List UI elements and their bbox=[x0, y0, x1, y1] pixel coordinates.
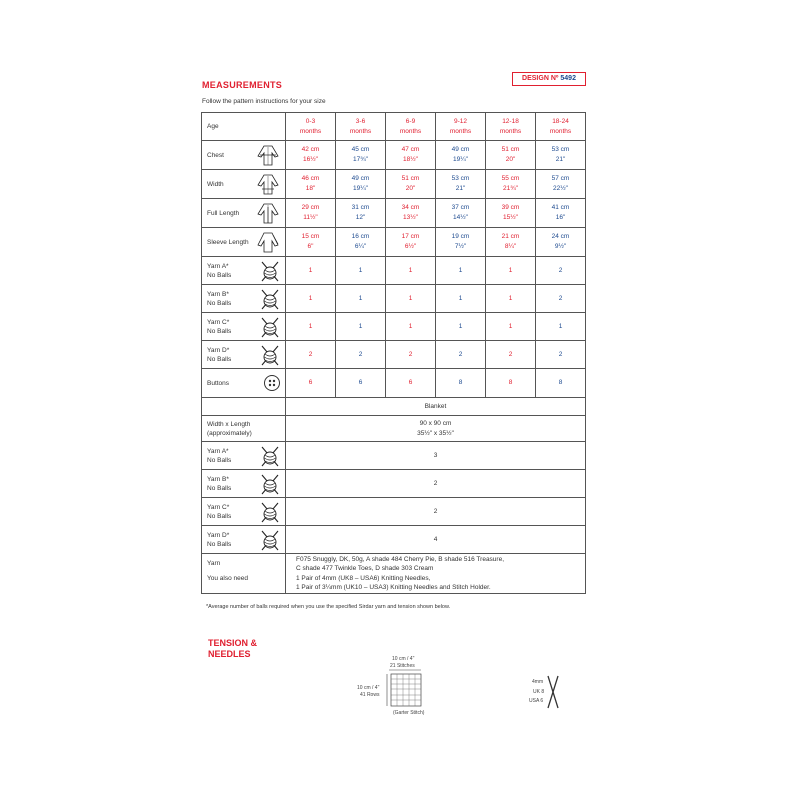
measurement-cell: 29 cm 11½" bbox=[286, 199, 336, 228]
yarn-ball-icon bbox=[259, 473, 281, 495]
size-col-3: 9-12 months bbox=[436, 113, 486, 141]
yarn-row bbox=[202, 285, 586, 313]
yarn-ball-icon bbox=[259, 529, 281, 551]
measurements-table bbox=[201, 112, 586, 594]
yarn-cell: 1 bbox=[386, 313, 436, 341]
yarn-cell: 1 bbox=[436, 257, 486, 285]
yarn-info-text: F075 Snuggly, DK, 50g, A shade 484 Cherry Pie, B shade 516 Treasure, C shade 477 Twinkle Toes, D shade 303 Cream bbox=[286, 554, 586, 574]
blanket-yarn-row bbox=[202, 442, 586, 470]
yarn-cell: 2 bbox=[386, 341, 436, 369]
yarn-cell: 1 bbox=[386, 257, 436, 285]
measurement-cell: 21 cm 8¼" bbox=[486, 228, 536, 257]
knitting-needles-icon bbox=[545, 674, 561, 710]
tension-side-1: 10 cm / 4" bbox=[357, 685, 380, 691]
measurement-cell: 39 cm 15½" bbox=[486, 199, 536, 228]
buttons-value: 6 bbox=[336, 369, 386, 398]
blanket-yarn-label: Yarn A* No Balls bbox=[202, 442, 286, 470]
age-label: Age bbox=[202, 113, 286, 141]
measurement-cell: 34 cm 13½" bbox=[386, 199, 436, 228]
yarn-cell: 1 bbox=[336, 285, 386, 313]
blanket-size-row bbox=[202, 416, 586, 442]
yarn-info-row bbox=[202, 554, 586, 574]
measurement-cell: 55 cm 21¾" bbox=[486, 170, 536, 199]
also-need-row bbox=[202, 574, 586, 594]
design-number-box bbox=[512, 72, 586, 86]
blanket-yarn-row bbox=[202, 526, 586, 554]
tension-side-2: 41 Rows bbox=[360, 692, 380, 698]
tension-bottom: (Garter Stitch) bbox=[393, 710, 425, 716]
yarn-row bbox=[202, 341, 586, 369]
measurement-cell: 53 cm 21" bbox=[536, 141, 586, 170]
also-need-text: 1 Pair of 4mm (UK8 – USA6) Knitting Needles, 1 Pair of 3¼mm (UK10 – USA3) Knitting Needles and Stitch Holder. bbox=[286, 574, 586, 594]
blanket-size-label: Width x Length (approximately) bbox=[202, 416, 286, 442]
blanket-yarn-value: 4 bbox=[286, 526, 586, 554]
measurement-label: Sleeve Length bbox=[202, 228, 286, 257]
yarn-label: Yarn A* No Balls bbox=[202, 257, 286, 285]
yarn-ball-icon bbox=[259, 501, 281, 523]
measurement-cell: 15 cm 6" bbox=[286, 228, 336, 257]
measurement-cell: 46 cm 18" bbox=[286, 170, 336, 199]
blanket-heading: Blanket bbox=[286, 398, 586, 416]
measurement-cell: 53 cm 21" bbox=[436, 170, 486, 199]
measurement-cell: 24 cm 9½" bbox=[536, 228, 586, 257]
subtitle: Follow the pattern instructions for your size bbox=[202, 98, 326, 105]
yarn-cell: 1 bbox=[386, 285, 436, 313]
yarn-cell: 2 bbox=[486, 341, 536, 369]
measurement-cell: 51 cm 20" bbox=[386, 170, 436, 199]
footnote: *Average number of balls required when you use the specified Sirdar yarn and tension shown below. bbox=[206, 604, 451, 610]
yarn-cell: 2 bbox=[536, 341, 586, 369]
yarn-row bbox=[202, 257, 586, 285]
tension-top-1: 10 cm / 4" bbox=[392, 656, 415, 662]
yarn-ball-icon bbox=[259, 316, 281, 338]
yarn-cell: 1 bbox=[436, 313, 486, 341]
yarn-cell: 1 bbox=[486, 313, 536, 341]
measurement-label: Full Length bbox=[202, 199, 286, 228]
measurement-cell: 17 cm 6½" bbox=[386, 228, 436, 257]
blanket-heading-row bbox=[202, 398, 586, 416]
size-col-4: 12-18 months bbox=[486, 113, 536, 141]
measurement-cell: 49 cm 19¼" bbox=[436, 141, 486, 170]
yarn-row bbox=[202, 313, 586, 341]
blanket-yarn-row bbox=[202, 498, 586, 526]
yarn-label: Yarn B* No Balls bbox=[202, 285, 286, 313]
measurement-row bbox=[202, 170, 586, 199]
buttons-value: 8 bbox=[536, 369, 586, 398]
cardigan-width-icon bbox=[255, 173, 281, 195]
yarn-cell: 1 bbox=[286, 313, 336, 341]
yarn-label: Yarn C* No Balls bbox=[202, 313, 286, 341]
yarn-cell: 1 bbox=[486, 285, 536, 313]
buttons-value: 8 bbox=[436, 369, 486, 398]
yarn-cell: 2 bbox=[336, 341, 386, 369]
measurement-row bbox=[202, 141, 586, 170]
cardigan-chest-icon bbox=[255, 144, 281, 166]
yarn-label: Yarn D* No Balls bbox=[202, 341, 286, 369]
measurement-row bbox=[202, 199, 586, 228]
size-col-5: 18-24 months bbox=[536, 113, 586, 141]
measurement-cell: 42 cm 16½" bbox=[286, 141, 336, 170]
yarn-ball-icon bbox=[259, 260, 281, 282]
cardigan-length-icon bbox=[255, 202, 281, 224]
blanket-size-value: 90 x 90 cm 35½" x 35½" bbox=[286, 416, 586, 442]
blanket-yarn-value: 3 bbox=[286, 442, 586, 470]
also-need-label: You also need bbox=[202, 574, 286, 594]
measurement-cell: 16 cm 6¼" bbox=[336, 228, 386, 257]
design-number: 5492 bbox=[560, 75, 576, 82]
yarn-ball-icon bbox=[259, 344, 281, 366]
button-icon bbox=[263, 374, 281, 392]
measurement-cell: 37 cm 14½" bbox=[436, 199, 486, 228]
yarn-ball-icon bbox=[259, 445, 281, 467]
measurement-cell: 51 cm 20" bbox=[486, 141, 536, 170]
measurement-cell: 47 cm 18½" bbox=[386, 141, 436, 170]
measurement-row bbox=[202, 228, 586, 257]
yarn-cell: 1 bbox=[336, 313, 386, 341]
measurement-label: Chest bbox=[202, 141, 286, 170]
measurement-cell: 31 cm 12" bbox=[336, 199, 386, 228]
yarn-cell: 1 bbox=[436, 285, 486, 313]
size-col-2: 6-9 months bbox=[386, 113, 436, 141]
yarn-cell: 2 bbox=[286, 341, 336, 369]
buttons-row bbox=[202, 369, 586, 398]
blanket-yarn-row bbox=[202, 470, 586, 498]
measurement-cell: 41 cm 16" bbox=[536, 199, 586, 228]
buttons-label: Buttons bbox=[202, 369, 286, 398]
yarn-cell: 1 bbox=[336, 257, 386, 285]
yarn-ball-icon bbox=[259, 288, 281, 310]
measurement-cell: 19 cm 7½" bbox=[436, 228, 486, 257]
blanket-yarn-value: 2 bbox=[286, 498, 586, 526]
yarn-cell: 2 bbox=[536, 257, 586, 285]
yarn-cell: 1 bbox=[286, 285, 336, 313]
size-col-1: 3-6 months bbox=[336, 113, 386, 141]
yarn-cell: 1 bbox=[286, 257, 336, 285]
measurement-cell: 57 cm 22½" bbox=[536, 170, 586, 199]
measurement-cell: 45 cm 17¾" bbox=[336, 141, 386, 170]
buttons-value: 8 bbox=[486, 369, 536, 398]
needle-size-3: USA 6 bbox=[529, 698, 544, 704]
tension-top-2: 21 Stitches bbox=[390, 663, 415, 669]
tension-title: TENSION & NEEDLES bbox=[208, 638, 258, 659]
size-col-0: 0-3 months bbox=[286, 113, 336, 141]
buttons-value: 6 bbox=[386, 369, 436, 398]
needle-size-1: 4mm bbox=[532, 679, 544, 685]
yarn-info-label: Yarn bbox=[202, 554, 286, 574]
blanket-yarn-value: 2 bbox=[286, 470, 586, 498]
swatch-grid-icon bbox=[385, 668, 425, 708]
yarn-cell: 2 bbox=[536, 285, 586, 313]
sleeve-length-icon bbox=[255, 231, 281, 253]
blanket-heading-spacer bbox=[202, 398, 286, 416]
yarn-cell: 1 bbox=[536, 313, 586, 341]
buttons-value: 6 bbox=[286, 369, 336, 398]
design-label: DESIGN Nº bbox=[522, 75, 559, 82]
blanket-yarn-label: Yarn B* No Balls bbox=[202, 470, 286, 498]
yarn-cell: 2 bbox=[436, 341, 486, 369]
measurement-label: Width bbox=[202, 170, 286, 199]
yarn-cell: 1 bbox=[486, 257, 536, 285]
needle-size-2: UK 8 bbox=[533, 689, 545, 695]
blanket-yarn-label: Yarn C* No Balls bbox=[202, 498, 286, 526]
measurement-cell: 49 cm 19¼" bbox=[336, 170, 386, 199]
blanket-yarn-label: Yarn D* No Balls bbox=[202, 526, 286, 554]
age-row bbox=[202, 113, 586, 141]
measurements-title: MEASUREMENTS bbox=[202, 80, 283, 90]
